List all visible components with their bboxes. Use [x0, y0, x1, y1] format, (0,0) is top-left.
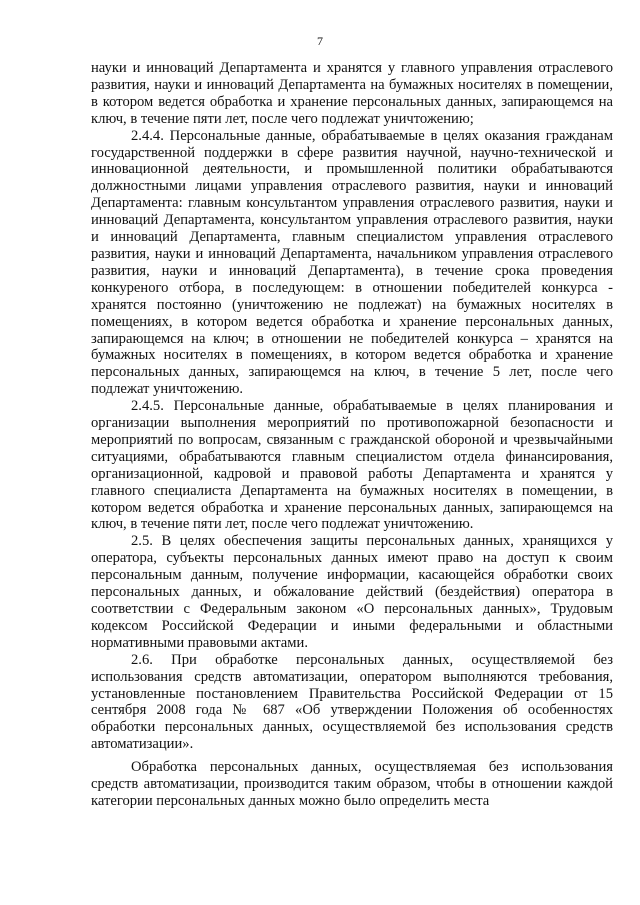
paragraph-2-4-4: 2.4.4. Персональные данные, обрабатываемые в целях оказания гражданам государственной поддержки в сфере развития научной, научно-технической и инновационной деятельности, и промышленной политики обрабатываются должностными лицами управления отраслевого развития, науки и инноваций Департамента: главным консультантом управления отраслевого развития, науки и инноваций Департамента, консультантом управления отраслевого развития, науки и инноваций Департамента, главным специалистом управления отраслевого развития, науки и инноваций Департамента, начальником управления отраслевого развития, науки и инноваций Департамента), в течение срока проведения конкуреного отбора, в последующем: в отношении победителей конкурса - хранятся постоянно (уничтожению не подлежат) на бумажных носителях в помещениях, в котором ведется обработка и хранение персональных данных, запирающемся на ключ; в отношении не победителей конкурса – хранятся на бумажных носителях в помещениях, в котором ведется обработка и хранение персональных данных, запирающемся на ключ, в течение 5 лет, после чего подлежат уничтожению. [91, 127, 613, 398]
paragraph-2-5: 2.5. В целях обеспечения защиты персональных данных, хранящихся у оператора, субъекты персональных данных имеют право на доступ к своим персональным данным, получение информации, касающейся обработки своих персональных данных, и обжалование действий (бездействия) оператора в соответствии с Федеральным законом «О персональных данных», Трудовым кодексом Российской Федерации и иными федеральными и областными нормативными правовыми актами. [91, 533, 613, 651]
paragraph-2-6: 2.6. При обработке персональных данных, осуществляемой без использования средств автоматизации, оператором выполняются требования, установленные постановлением Правительства Российской Федерации от 15 сентября 2008 года № 687 «Об утверждении Положения об особенностях обработки персональных данных, осуществляемой без использования средств автоматизации». [91, 651, 613, 753]
paragraph-2-4-5: 2.4.5. Персональные данные, обрабатываемые в целях планирования и организации выполнения мероприятий по противопожарной безопасности и мероприятий по вопросам, связанным с гражданской обороной и чрезвычайными ситуациями, обрабатываются главным специалистом отдела финансирования, организационной, кадровой и правовой работы Департамента и хранятся у главного специалиста Департамента на бумажных носителях в помещении, в котором ведется обработка и хранение персональных данных, запирающемся на ключ, в течение пяти лет, после чего подлежат уничтожению. [91, 398, 613, 533]
paragraph-continuation: науки и инноваций Департамента и хранятся у главного управления отраслевого развития, науки и инноваций Департамента на бумажных носителях в помещении, в котором ведется обработка и хранение персональных данных, запирающемся на ключ, в течение пяти лет, после чего подлежат уничтожению; [91, 60, 613, 127]
document-body [91, 60, 613, 810]
paragraph-processing: Обработка персональных данных, осуществляемая без использования средств автоматизации, производится таким образом, чтобы в отношении каждой категории персональных данных можно было определить места [91, 759, 613, 809]
page-number: 7 [317, 34, 323, 48]
